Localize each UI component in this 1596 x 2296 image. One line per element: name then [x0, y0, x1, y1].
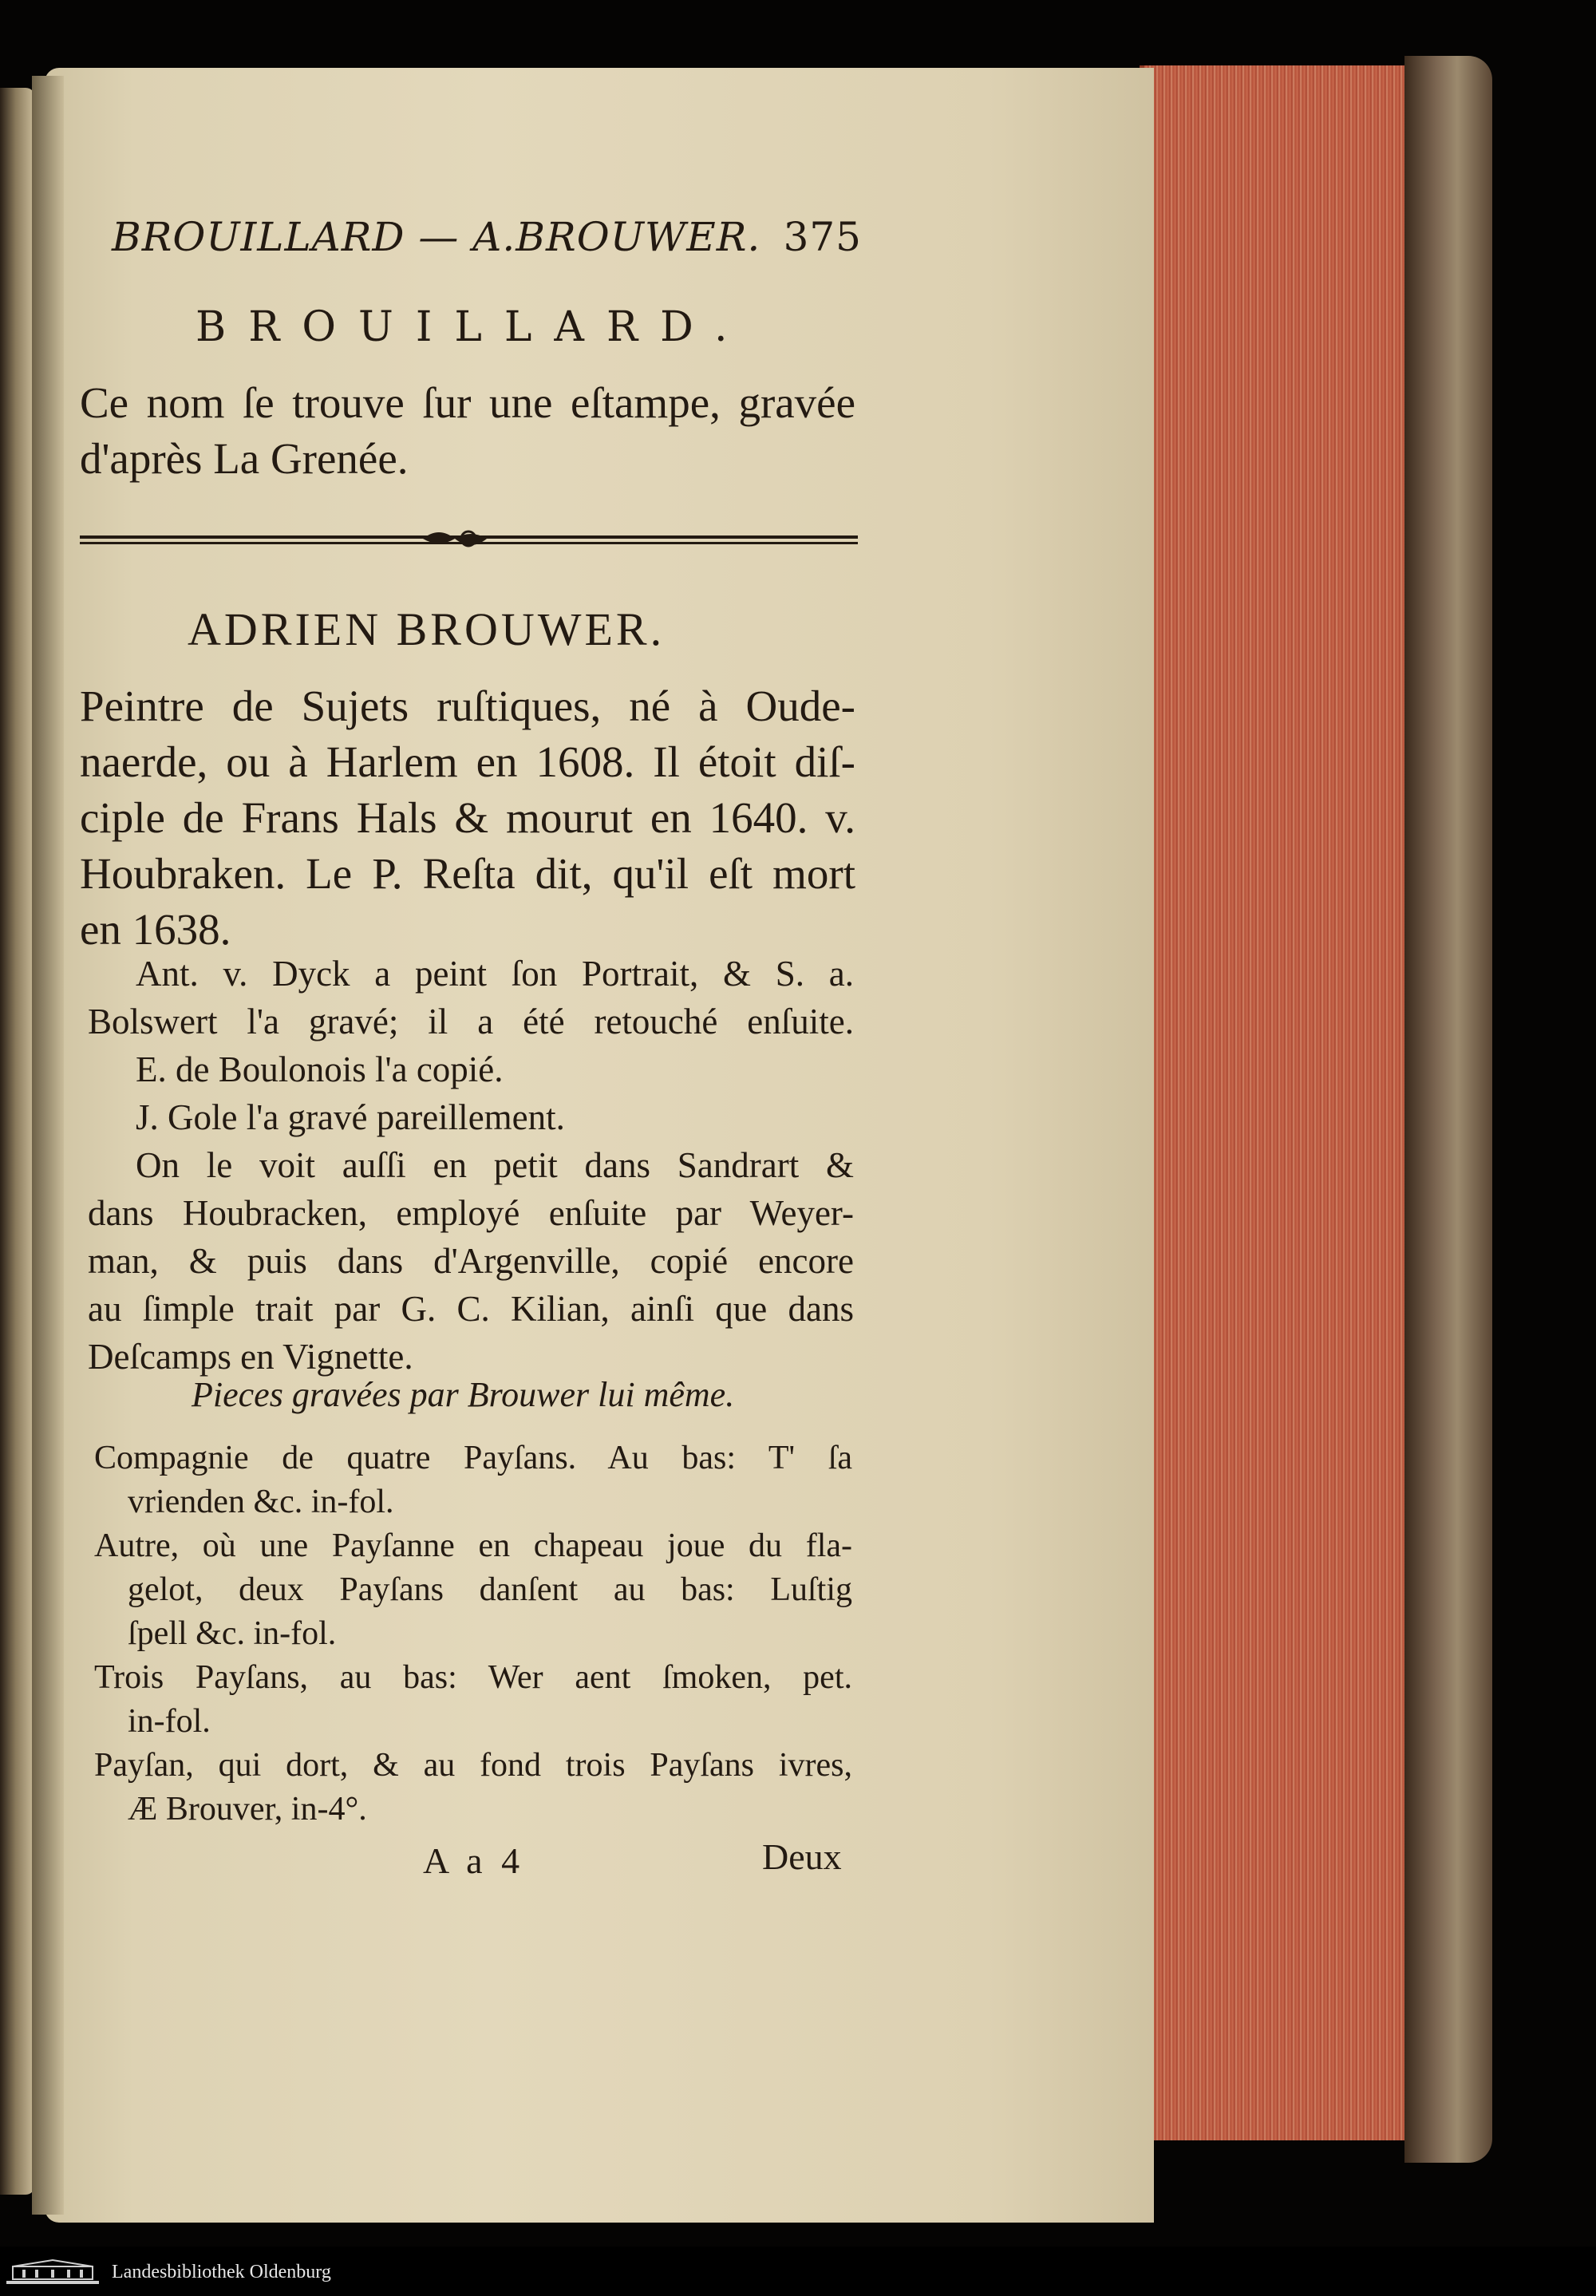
running-head-title: BROUILLARD — A.BROUWER.: [112, 214, 761, 260]
list-item: Autre, où une Payſanne en chapeau joue du fla-: [94, 1527, 852, 1564]
list-item: Compagnie de quatre Payſans. Au bas: T' ſa: [94, 1440, 852, 1476]
text-line: ciple de Frans Hals & mourut en 1640. v.: [80, 793, 855, 842]
text-line: Ce nom ſe trouve ſur une eſtampe, gravée: [80, 378, 855, 427]
library-credit: Landesbibliothek Oldenburg: [112, 2262, 331, 2282]
library-logo-icon: [5, 2258, 101, 2287]
list-item: Payſan, qui dort, & au fond trois Payſans ivres,: [94, 1747, 852, 1784]
list-item-continuation: vrienden &c. in-fol.: [128, 1484, 394, 1520]
portrait-notes: [88, 950, 854, 1381]
text-line: en 1638.: [80, 905, 231, 954]
book-cover: [1404, 56, 1492, 2163]
entry-brouillard-text: [80, 375, 855, 487]
text-line: Peintre de Sujets ruſtiques, né à Oude-: [80, 682, 855, 730]
gutter: [32, 76, 64, 2215]
text-line: J. Gole l'a gravé pareillement.: [136, 1097, 565, 1137]
list-item-continuation: in-fol.: [128, 1703, 211, 1740]
list-item-continuation: ſpell &c. in-fol.: [128, 1615, 337, 1652]
text-line: dans Houbracken, employé enſuite par Weyer-: [88, 1193, 854, 1233]
text-line: d'après La Grenée.: [80, 434, 409, 483]
engraved-pieces-list: [94, 1436, 852, 1832]
brouwer-biography: [80, 678, 855, 958]
running-head: [112, 214, 862, 270]
text-line: man, & puis dans d'Argenville, copié encore: [88, 1241, 854, 1281]
text-line: Bolswert l'a gravé; il a été retouché enſuite.: [88, 1002, 854, 1041]
text-line: On le voit auſſi en petit dans Sandrart &: [136, 1145, 854, 1185]
list-item-continuation: gelot, deux Payſans danſent au bas: Luſtig: [128, 1571, 852, 1608]
text-line: au ſimple trait par G. C. Kilian, ainſi que dans: [88, 1289, 854, 1329]
list-item: Trois Payſans, au bas: Wer aent ſmoken, pet.: [94, 1659, 852, 1696]
left-page-edge: [0, 88, 35, 2195]
signature-mark: A a 4: [423, 1840, 525, 1881]
list-item-continuation: Æ Brouver, in-4°.: [128, 1791, 367, 1828]
entry-heading-brouillard: BROUILLARD.: [196, 303, 750, 351]
text-line: Houbraken. Le P. Reſta dit, qu'il eſt mort: [80, 849, 855, 898]
ornament-rule: [80, 523, 858, 555]
page-number: 375: [783, 214, 862, 260]
text-line: Ant. v. Dyck a peint ſon Portrait, & S. a.: [136, 954, 854, 994]
text-line: E. de Boulonois l'a copié.: [136, 1049, 504, 1089]
catchword: Deux: [762, 1836, 842, 1877]
pieces-heading: Pieces gravées par Brouwer lui même.: [192, 1375, 735, 1414]
text-line: Deſcamps en Vignette.: [88, 1337, 413, 1377]
text-line: naerde, ou à Harlem en 1608. Il étoit diſ-: [80, 737, 855, 786]
page-block-edges: [1140, 65, 1440, 2140]
entry-heading-brouwer: ADRIEN BROUWER.: [188, 603, 666, 655]
